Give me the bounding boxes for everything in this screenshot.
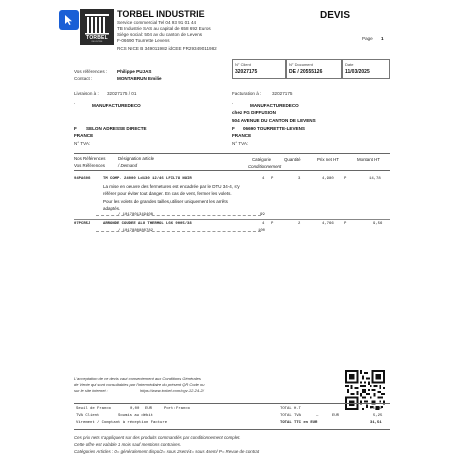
delivery-name: MANUFACTUREDECO — [92, 103, 141, 108]
totals-box — [74, 403, 390, 430]
company-line: TB Industrie SAS au capital de 658 692 Euros — [117, 26, 211, 31]
facturation-value: 32027175 — [272, 91, 293, 96]
cursor-tool-button[interactable] — [59, 10, 79, 30]
item-unit: P — [344, 222, 347, 226]
item-note: adaptés. — [103, 206, 121, 211]
document-title: DEVIS — [320, 10, 351, 21]
company-line: Siège social: 504 av du canton de Levens — [117, 32, 203, 37]
document-number-box — [286, 59, 342, 79]
date-value: 11/03/2025 — [345, 69, 370, 75]
col-nos-references: Nos Références — [74, 156, 106, 161]
item-sub-code: 100 — [258, 229, 266, 233]
document-number-label: N° Document — [289, 62, 313, 67]
client-number-value: 32027175 — [235, 69, 258, 75]
billing-city: 06690 TOURRETTE-LEVENS — [243, 126, 305, 131]
col-demand: / Demand — [118, 163, 138, 168]
col-conditionnement: Conditionnement — [248, 164, 282, 169]
item-quantity: 2 — [298, 222, 301, 226]
seuil-currency: EUR — [145, 407, 153, 411]
table-top-rule — [74, 153, 390, 154]
billing-street: 504 AVENUE DU CANTON DE LEVENS — [232, 118, 316, 123]
item-sub-ref: / 1017801349408 — [118, 213, 154, 217]
item-condition: P — [271, 222, 274, 226]
billing-country-code: F — [232, 126, 235, 131]
item-sub-ref: / 1017880880782 — [118, 229, 154, 233]
item-category: 4 — [262, 222, 265, 226]
vos-references-value: Philippe PUJAS — [117, 69, 152, 74]
col-montant: Montant HT — [357, 157, 380, 162]
billing-country: FRANCE — [232, 133, 252, 138]
total-tva-value: 5,25 — [373, 414, 383, 418]
item-price: 4,766 — [322, 222, 334, 226]
total-ht-value: 26,26 — [370, 407, 382, 411]
facturation-label: Facturation à : — [232, 91, 262, 96]
item-ref: 94PA60G — [74, 177, 91, 181]
item-designation: TM COMP. 24000 Ld130 12/46 LFIL78 NOIR — [103, 177, 192, 181]
vos-references-label: Vos références : — [74, 69, 108, 74]
company-line: RCS NICE B 349011982 idCEE FR29349011982 — [117, 46, 217, 51]
contact-label: Contact : — [74, 76, 93, 81]
port-label: Port: — [164, 407, 176, 411]
item-category: 4 — [262, 177, 265, 181]
terms-line: L'acceptation de ce devis vaut consentement aux Conditions Générales — [74, 376, 201, 381]
company-line: Service commercial Tel 04 93 91 01 44 — [117, 20, 197, 25]
item-amount: 14,78 — [369, 177, 381, 181]
contact-value: MONTABRUN Emilie — [117, 76, 162, 81]
port-value: Franco — [176, 407, 191, 411]
client-number-box — [232, 59, 286, 79]
col-quantite: Quantité — [284, 157, 301, 162]
total-ttc-label: TOTAL TTC en EUR — [280, 421, 318, 425]
item-row-rule — [74, 219, 390, 220]
total-ht-label: TOTAL H.T — [280, 407, 302, 411]
document-number-value: DE / 20555126 — [289, 69, 323, 75]
billing-chez: chez FG DIFFUSION — [232, 110, 276, 115]
company-name: TORBEL INDUSTRIE — [117, 9, 205, 19]
footnote: Ces prix nets s'appliquent sur des produits commandés par conditionnement complet. — [74, 435, 241, 440]
logo-subtitle: INDUSTRIE — [91, 41, 103, 43]
seuil-label: Seuil de Franco — [76, 407, 112, 411]
item-quantity: 3 — [298, 177, 301, 181]
company-logo — [80, 9, 114, 45]
item-amount: 9,56 — [373, 222, 383, 226]
livraison-value: 32027175 / 01 — [107, 91, 137, 96]
terms-url[interactable]: https://www.torbel.com/cgv-12-24-2/ — [140, 388, 204, 393]
date-box — [342, 59, 390, 79]
pointer-cursor-icon — [63, 14, 75, 26]
item-unit: P — [344, 177, 347, 181]
col-vos-references: Vos Références — [74, 163, 105, 168]
bullet: . — [232, 100, 234, 106]
item-condition: P — [271, 177, 274, 181]
delivery-country-code: F — [74, 126, 77, 131]
item-sub-code: 99 — [260, 213, 265, 217]
logo-wordmark: TORBEL — [86, 35, 108, 41]
col-categorie: Catégorie — [252, 157, 272, 162]
footnote: Catégories Articles : 0= généralement dispo/2= sous 2sem/4= sous 4sem/ P= Revue de contrat — [74, 449, 260, 454]
item-note: La mise en oeuvre des fermetures est encadrée par le DTU 34-4, s'y — [103, 184, 240, 189]
table-header-rule — [74, 170, 390, 171]
seuil-value: 0,00 — [130, 407, 140, 411]
billing-name: MANUFACTUREDECO — [250, 103, 299, 108]
item-note: référer pour éviter tout danger. En cas de vent, fermer les volets. — [103, 191, 232, 196]
client-number-label: N° Client — [235, 62, 251, 67]
terms-line: de Vente qui sont consultables par l'intermédiaire du présent QR Code ou — [74, 382, 205, 387]
delivery-country: FRANCE — [74, 133, 94, 138]
item-ref: 07PCR5J — [74, 222, 91, 226]
tva-code: — — [316, 414, 319, 418]
col-prix-net: Prix net HT — [317, 157, 339, 162]
total-ttc-value: 31,51 — [370, 421, 382, 425]
item-note: Pour les volets de grandes tailles,utiliser uniquement les arrêts — [103, 199, 228, 204]
terms-line: sur le site internet : — [74, 388, 108, 393]
tva-client-label: TVA Client — [76, 414, 100, 418]
tva-client-value: Soumis au débit — [118, 414, 154, 418]
company-line: F-06690 Tourrette Levens — [117, 38, 170, 43]
item-price: 4,980 — [322, 177, 334, 181]
bullet: . — [74, 100, 76, 106]
delivery-address: SELON ADRESSE DIRECTE — [86, 126, 147, 131]
livraison-label: Livraison à : — [74, 91, 99, 96]
col-designation: Désignation article — [118, 156, 155, 161]
date-label: Date — [345, 62, 354, 67]
footnote: Cette offre est valable 1 mois sauf mentions contraires. — [74, 442, 182, 447]
page-number: 1 — [381, 36, 384, 41]
item-designation: ARRONDE COUDEE ALU THERMOL LG6 9005/38 — [103, 222, 192, 226]
tva-currency: EUR — [332, 414, 340, 418]
delivery-tva-label: N° TVA: — [74, 141, 91, 146]
payment-terms: Virement / Comptant à réception Facture — [76, 421, 168, 425]
torbel-logo-icon — [84, 13, 110, 35]
billing-tva-label: N° TVA: — [232, 141, 249, 146]
total-tva-label: TOTAL TVA — [280, 414, 302, 418]
page-label: Page — [362, 36, 373, 41]
